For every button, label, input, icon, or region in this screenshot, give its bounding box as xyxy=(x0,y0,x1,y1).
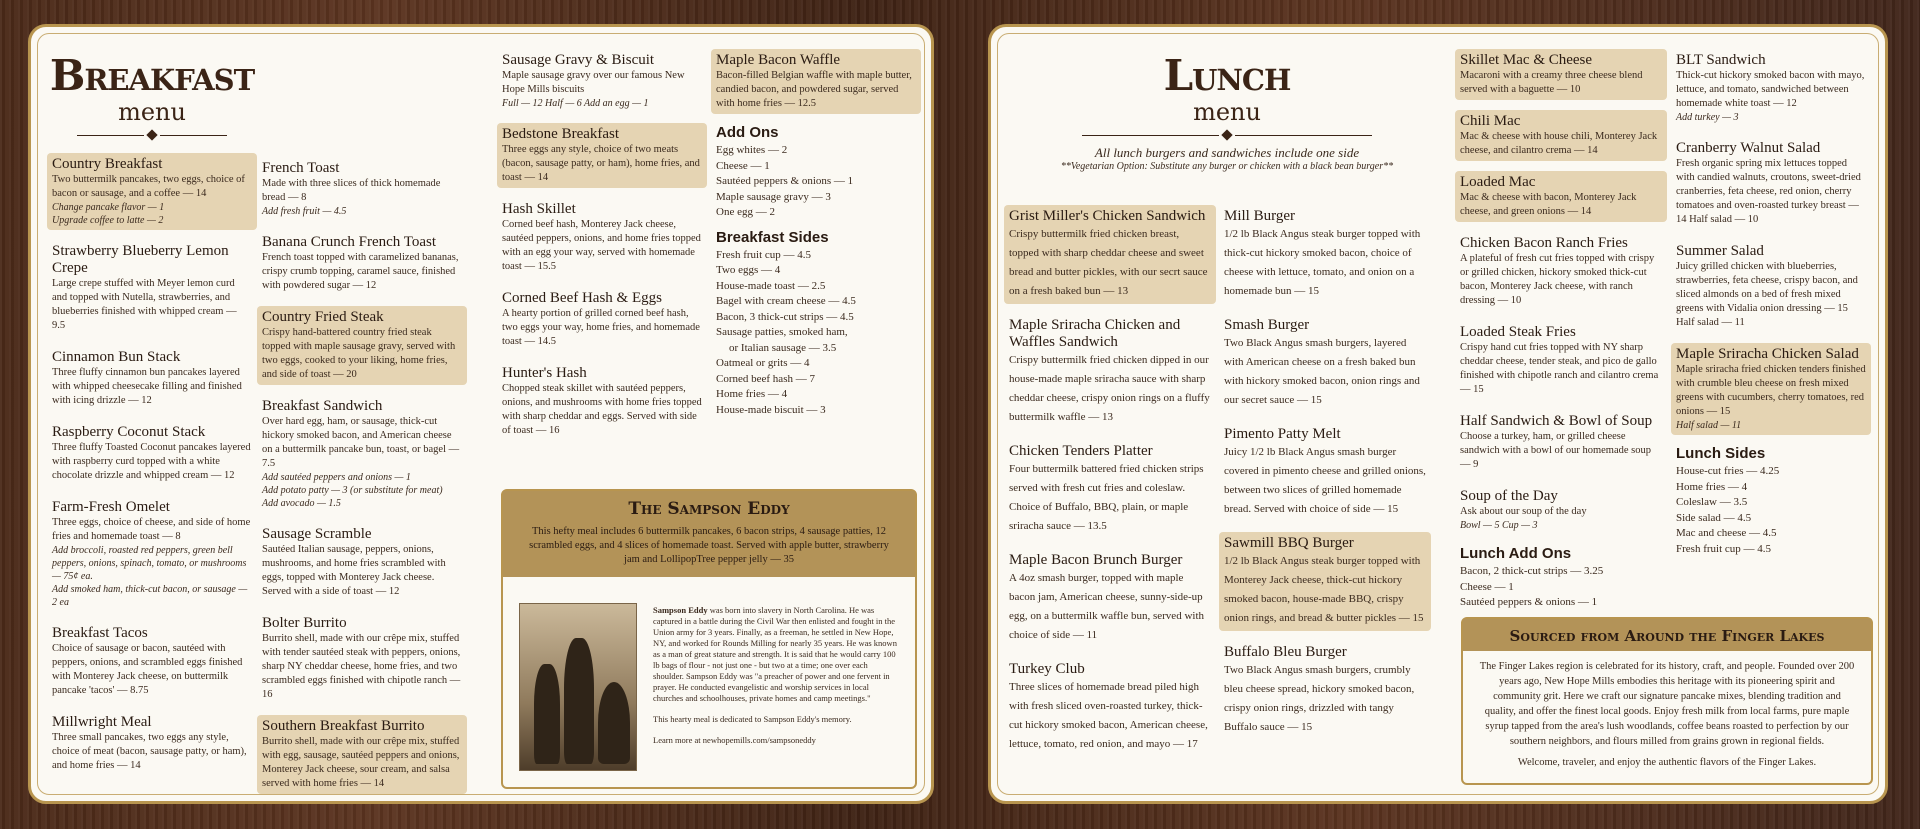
lunch-vegetarian-note: **Vegetarian Option: Substitute any burger or chicken with a black bean burger** xyxy=(1060,161,1394,172)
menu-item xyxy=(1455,49,1667,100)
story-dedication: This hearty meal is dedicated to Sampson Eddy's memory. xyxy=(653,714,852,724)
menu-item-name: BLT Sandwich xyxy=(1676,52,1766,68)
menu-item xyxy=(497,123,707,188)
menu-item-desc: Three small pancakes, two eggs any style, choice of meat (bacon, sausage patty, or ham), and home fries — 14 xyxy=(52,732,247,771)
menu-item xyxy=(497,198,707,277)
menu-item-name: Country Breakfast xyxy=(52,156,163,172)
menu-item-option: Add sautéed peppers and onions — 1 xyxy=(262,472,411,483)
menu-item-desc: Sautéed Italian sausage, peppers, onions, mushrooms, and home fries scrambled with eggs, topped with Monterey Jack cheese. Served with a side of toast — 12 xyxy=(262,544,446,597)
menu-item-name: Smash Burger xyxy=(1224,317,1310,333)
menu-item xyxy=(47,711,257,776)
menu-item-desc: 1/2 lb Black Angus steak burger topped with thick-cut hickory smoked bacon, choice of cheese with lettuce, tomato, and onion on a homemade bun — 15 xyxy=(1224,228,1421,297)
menu-item-desc: Mac & cheese with bacon, Monterey Jack cheese, and green onions — 14 xyxy=(1460,192,1637,217)
breakfast-subtitle: menu xyxy=(118,98,186,126)
menu-item-name: Country Fried Steak xyxy=(262,309,384,325)
list-item: Fresh fruit cup — 4.5 xyxy=(716,248,812,261)
list-item: Home fries — 4 xyxy=(1676,480,1748,493)
menu-item xyxy=(1455,410,1667,475)
menu-item-name: Sausage Scramble xyxy=(262,526,372,542)
menu-item-name: Breakfast Sandwich xyxy=(262,398,383,414)
menu-item-option: Add fresh fruit — 4.5 xyxy=(262,206,347,217)
breakfast-column-4 xyxy=(711,49,921,418)
menu-item-name: Hash Skillet xyxy=(502,201,576,217)
menu-item-name: Maple Sriracha Chicken and Waffles Sandwich xyxy=(1009,317,1181,350)
list-item: Coleslaw — 3.5 xyxy=(1676,496,1748,508)
menu-item xyxy=(1004,205,1216,304)
lunch-column-1 xyxy=(1004,205,1216,767)
menu-item-desc: Four buttermilk battered fried chicken strips served with fresh cut fries and coleslaw. Choice of Buffalo, BBQ, plain, or maple sriracha sauce — 13.5 xyxy=(1009,463,1204,532)
title-divider xyxy=(77,131,227,139)
menu-item-maple-bacon-waffle xyxy=(711,49,921,114)
menu-item-option: Add smoked ham, thick-cut bacon, or sausage — 2 ea xyxy=(52,584,248,608)
menu-item xyxy=(257,523,467,602)
list-item: Maple sausage gravy — 3 xyxy=(716,190,831,203)
menu-item xyxy=(497,287,707,352)
menu-item-desc: Crispy buttermilk fried chicken dipped in our house-made maple sriracha sauce with sharp cheddar cheese, crispy onion rings on a fluffy buttermilk waffle — 13 xyxy=(1009,354,1210,423)
menu-item-desc: Chopped steak skillet with sautéed peppers, onions, and mushrooms with home fries topped with sharp cheddar and eggs. Served with side of toast — 16 xyxy=(502,383,702,436)
menu-item-option: Add broccoli, roasted red peppers, green bell peppers, onions, spinach, tomato, or mushrooms — 75¢ ea. xyxy=(52,545,247,582)
lunch-sides-heading: Lunch Sides xyxy=(1676,445,1766,462)
story-link[interactable]: Learn more at newhopemills.com/sampsoneddy xyxy=(653,735,816,745)
list-item: Sautéed peppers & onions — 1 xyxy=(716,175,854,187)
menu-item xyxy=(257,395,467,513)
menu-item-name: Farm-Fresh Omelet xyxy=(52,499,170,515)
menu-item-name: Chicken Bacon Ranch Fries xyxy=(1460,235,1628,251)
lunch-title: Lunch xyxy=(1163,51,1291,100)
lunch-note: All lunch burgers and sandwiches include one side xyxy=(1094,145,1360,160)
menu-item-desc: Thick-cut hickory smoked bacon with mayo, lettuce, and tomato, sandwiched between homemade white toast — 12 xyxy=(1676,70,1865,109)
menu-item-desc: Juicy grilled chicken with blueberries, strawberries, feta cheese, crispy bacon, and sliced almonds on a bed of fresh mixed greens with Vidalia onion dressing — 15 Half salad — 11 xyxy=(1676,261,1858,328)
menu-item-desc: Crispy hand cut fries topped with NY sharp cheddar cheese, tender steak, and pico de gallo finished with chipotle ranch and cilantro crema — 15 xyxy=(1460,342,1659,395)
sourced-welcome: Welcome, traveler, and enjoy the authentic flavors of the Finger Lakes. xyxy=(1517,757,1817,768)
menu-item-name: Maple Bacon Brunch Burger xyxy=(1009,552,1183,568)
menu-item-desc: Choice of sausage or bacon, sautéed with peppers, onions, and scrambled eggs finished with Monterey Jack cheese, on buttermilk pancake 'tacos' — 8.75 xyxy=(52,643,243,696)
menu-item-option: Upgrade coffee to latte — 2 xyxy=(52,215,164,226)
menu-item-name: Raspberry Coconut Stack xyxy=(52,424,206,440)
sampson-eddy-desc: This hefty meal includes 6 buttermilk pancakes, 6 bacon strips, 4 sausage patties, 12 scrambled eggs, and 4 slices of homemade toast. Served with apple butter, strawberry jam and LollipopTree pepper jelly — 35 xyxy=(503,523,915,577)
lunch-addons-heading: Lunch Add Ons xyxy=(1460,545,1572,562)
list-item: Bagel with cream cheese — 4.5 xyxy=(716,295,856,307)
menu-item xyxy=(1671,343,1871,435)
menu-item-desc: Corned beef hash, Monterey Jack cheese, sautéed peppers, onions, and home fries topped with an egg your way, served with homemade toast — 15.5 xyxy=(502,219,701,272)
lunch-addons-list xyxy=(1455,564,1667,611)
menu-item-desc: Burrito shell, made with our crêpe mix, stuffed with egg, sausage, sautéed peppers and onions, Monterey Jack cheese, sour cream, and salsa served with home fries — 14 xyxy=(262,736,460,789)
breakfast-sides-heading: Breakfast Sides xyxy=(716,228,829,246)
menu-item-option: Bowl — 5 Cup — 3 xyxy=(1460,520,1538,531)
menu-item xyxy=(1219,641,1431,740)
menu-item-option: Half salad — 11 xyxy=(1676,420,1742,431)
menu-item-name: Half Sandwich & Bowl of Soup xyxy=(1460,413,1653,429)
menu-item-name: Millwright Meal xyxy=(52,714,152,730)
list-item: Corned beef hash — 7 xyxy=(716,372,815,385)
menu-item-option: Add avocado — 1.5 xyxy=(262,498,341,509)
list-item: Egg whites — 2 xyxy=(716,144,788,156)
menu-item-desc: Fresh organic spring mix lettuces topped with candied walnuts, croutons, sweet-dried cranberries, feta cheese, red onion, cherry tomatoes and oven-roasted turkey breast — 14 Half salad — 10 xyxy=(1676,158,1861,225)
sampson-eddy-photo xyxy=(519,603,637,771)
menu-item-name: Strawberry Blueberry Lemon Crepe xyxy=(52,243,229,276)
menu-item xyxy=(1004,440,1216,539)
menu-item-name: Skillet Mac & Cheese xyxy=(1460,52,1593,68)
menu-item xyxy=(1004,314,1216,430)
menu-item xyxy=(1219,423,1431,522)
menu-item xyxy=(257,612,467,705)
menu-item-option: Change pancake flavor — 1 xyxy=(52,202,165,213)
list-item: Two eggs — 4 xyxy=(716,264,781,276)
menu-item xyxy=(1455,110,1667,161)
menu-item-desc: Made with three slices of thick homemade bread — 8 xyxy=(262,178,441,203)
menu-item-desc: A plateful of fresh cut fries topped with crispy or grilled chicken, hickory smoked thick-cut bacon, Monterey Jack cheese, with ranch dressing — 10 xyxy=(1460,253,1655,306)
menu-item-name: Loaded Mac xyxy=(1460,174,1536,190)
addons-list xyxy=(711,143,921,221)
menu-item-name: Chili Mac xyxy=(1460,113,1521,129)
menu-item xyxy=(47,240,257,336)
menu-item xyxy=(1004,658,1216,757)
title-divider xyxy=(1082,131,1372,139)
menu-item-desc: A 4oz smash burger, topped with maple bacon jam, American cheese, sunny-side-up egg, on a buttermilk waffle bun, served with choice of side — 11 xyxy=(1009,572,1204,641)
list-item: Oatmeal or grits — 4 xyxy=(716,357,810,369)
menu-item xyxy=(1219,532,1431,631)
menu-item xyxy=(1219,205,1431,304)
menu-item xyxy=(1671,49,1871,127)
menu-item xyxy=(1219,314,1431,413)
menu-item xyxy=(1671,240,1871,333)
sampson-eddy-box xyxy=(501,489,917,789)
sourced-box xyxy=(1461,617,1873,785)
breakfast-column-1 xyxy=(47,53,257,786)
list-item: House-made biscuit — 3 xyxy=(716,403,826,416)
menu-item-name: Turkey Club xyxy=(1009,661,1085,677)
menu-item-name: Southern Breakfast Burrito xyxy=(262,718,425,734)
menu-item-desc: Burrito shell, made with our crêpe mix, stuffed with tender sautéed steak with peppers, onions, sharp NY cheddar cheese, home fries, and two scrambled eggs finished with chipotle ranch — 16 xyxy=(262,633,461,700)
menu-item-option: Full — 12 Half — 6 Add an egg — 1 xyxy=(502,98,649,109)
menu-item xyxy=(257,306,467,385)
menu-item-name: Bolter Burrito xyxy=(262,615,347,631)
sourced-title: Sourced from Around the Finger Lakes xyxy=(1463,619,1871,651)
menu-item-desc: Three eggs any style, choice of two meats (bacon, sausage patty, or ham), home fries, and toast — 14 xyxy=(502,144,700,183)
story-name: Sampson Eddy xyxy=(653,605,708,615)
menu-item-name: Hunter's Hash xyxy=(502,365,587,381)
menu-item-desc: Three fluffy cinnamon bun pancakes layered with whipped cheesecake filling and finished with icing drizzle — 12 xyxy=(52,367,242,406)
list-item: or Italian sausage — 3.5 xyxy=(729,341,837,354)
menu-item-name: Sausage Gravy & Biscuit xyxy=(502,52,655,68)
list-item: Fresh fruit cup — 4.5 xyxy=(1676,542,1772,555)
menu-item-option: Add potato patty — 3 (or substitute for meat) xyxy=(262,485,443,496)
menu-item xyxy=(47,421,257,486)
menu-item-desc: Crispy buttermilk fried chicken breast, topped with sharp cheddar cheese and sweet bread and butter pickles, with our secrt sauce on a fresh baked bun — 13 xyxy=(1009,228,1208,297)
story-text: was born into slavery in North Carolina. He was captured in a battle during the Civil War then enlisted and fought in the Union army for 3 years. Finally, as a freeman, he settled in New Hope, NY, and worked for Rounds Milling for nearly 35 years. He was known as a man of great stature and strength. It is said that he would carry 100 lb bags of flour - not just one - but two at a time; one over each shoulder. Sampson Eddy was "a preacher of power and one fervent in prayer. He conducted evangelistic and worship services in local churches and schoolhouses, private homes and camp meetings." xyxy=(653,605,897,703)
menu-item-name: Pimento Patty Melt xyxy=(1224,426,1341,442)
menu-item xyxy=(47,496,257,612)
lunch-menu-panel xyxy=(988,24,1888,804)
menu-item-desc: Choose a turkey, ham, or grilled cheese sandwich with a bowl of our homemade soup — 9 xyxy=(1460,431,1652,470)
breakfast-sides-list xyxy=(711,248,921,419)
menu-item xyxy=(497,49,707,113)
menu-item-name: Buffalo Bleu Burger xyxy=(1224,644,1347,660)
list-item: Sautéed peppers & onions — 1 xyxy=(1460,596,1598,608)
menu-item-desc: Bacon-filled Belgian waffle with maple butter, candied bacon, and powdered sugar, served with home fries — 12.5 xyxy=(716,70,912,109)
breakfast-column-3 xyxy=(497,49,707,451)
list-item: Home fries — 4 xyxy=(716,388,788,400)
menu-item-desc: Two Black Angus smash burgers, crumbly bleu cheese spread, hickory smoked bacon, crispy onion rings, drizzled with tangy Buffalo sauce — 15 xyxy=(1224,664,1415,733)
sampson-eddy-title: The Sampson Eddy xyxy=(503,491,915,523)
menu-item-name: Grist Miller's Chicken Sandwich xyxy=(1009,208,1206,224)
menu-item-name: Cinnamon Bun Stack xyxy=(52,349,181,365)
list-item: One egg — 2 xyxy=(716,206,775,218)
menu-item xyxy=(1455,321,1667,400)
menu-item-desc: Macaroni with a creamy three cheese blend served with a baguette — 10 xyxy=(1460,70,1643,95)
list-item: Bacon, 2 thick-cut strips — 3.25 xyxy=(1460,565,1604,577)
menu-item xyxy=(47,622,257,701)
breakfast-menu-panel xyxy=(28,24,934,804)
breakfast-column-2 xyxy=(257,157,467,804)
menu-item-desc: Three eggs, choice of cheese, and side of home fries and homemade toast — 8 xyxy=(52,517,251,542)
menu-item-desc: Maple sriracha fried chicken tenders finished with crumble bleu cheese on fresh mixed greens with cucumbers, cherry tomatoes, red onions — 15 xyxy=(1676,364,1866,417)
menu-item-desc: Ask about our soup of the day xyxy=(1460,506,1587,517)
menu-item-name: French Toast xyxy=(262,160,340,176)
lunch-column-2 xyxy=(1219,205,1431,750)
list-item: House-cut fries — 4.25 xyxy=(1676,465,1780,477)
menu-item-desc: Over hard egg, ham, or sausage, thick-cut hickory smoked bacon, and American cheese on a buttermilk pancake bun, toast, or bagel — 7.5 xyxy=(262,416,460,469)
list-item: Bacon, 3 thick-cut strips — 4.5 xyxy=(716,310,854,323)
menu-item xyxy=(257,231,467,296)
menu-item-desc: 1/2 lb Black Angus steak burger topped with Monterey Jack cheese, thick-cut hickory smoked bacon, house-made BBQ, crispy onion rings, and bread & butter pickles — 15 xyxy=(1224,555,1424,624)
menu-item-name: Chicken Tenders Platter xyxy=(1009,443,1153,459)
menu-item-name: Maple Bacon Waffle xyxy=(716,52,841,68)
menu-item-desc: Three fluffy Toasted Coconut pancakes layered with raspberry curd topped with a white chocolate drizzle and whipped cream — 12 xyxy=(52,442,251,481)
sampson-eddy-story xyxy=(653,605,899,746)
menu-item-name: Loaded Steak Fries xyxy=(1460,324,1576,340)
list-item: Cheese — 1 xyxy=(1460,580,1514,593)
menu-item xyxy=(1455,232,1667,311)
menu-item-name: Soup of the Day xyxy=(1460,488,1558,504)
menu-item xyxy=(257,715,467,794)
menu-item-name: Cranberry Walnut Salad xyxy=(1676,140,1821,156)
lunch-subtitle: menu xyxy=(1193,98,1261,126)
menu-item xyxy=(1455,485,1667,535)
menu-item-desc: Two Black Angus smash burgers, layered with American cheese on a fresh baked bun with hickory smoked bacon, onion rings and our secret sauce — 15 xyxy=(1224,337,1420,406)
lunch-column-3 xyxy=(1455,49,1667,611)
lunch-sides-list xyxy=(1671,464,1871,557)
menu-item xyxy=(47,346,257,411)
menu-item-name: Maple Sriracha Chicken Salad xyxy=(1676,346,1859,362)
menu-item xyxy=(497,362,707,441)
menu-item xyxy=(1671,137,1871,230)
menu-item-name: Corned Beef Hash & Eggs xyxy=(502,290,662,306)
lunch-title-block xyxy=(1007,53,1447,172)
breakfast-title-block xyxy=(47,53,257,139)
menu-item-desc: Three slices of homemade bread piled high with fresh sliced oven-roasted turkey, thick-cut hickory smoked bacon, American cheese, lettuce, tomato, red onion, and mayo — 17 xyxy=(1009,681,1208,750)
menu-item-desc: French toast topped with caramelized bananas, crispy crumb topping, caramel sauce, finished with powdered sugar — 12 xyxy=(262,252,459,291)
menu-item xyxy=(1004,549,1216,648)
list-item: House-made toast — 2.5 xyxy=(716,279,826,292)
list-item: Cheese — 1 xyxy=(716,159,770,172)
menu-item xyxy=(47,153,257,230)
menu-item-desc: Maple sausage gravy over our famous New Hope Mills biscuits xyxy=(502,70,685,95)
menu-item xyxy=(1455,171,1667,222)
menu-item-name: Bedstone Breakfast xyxy=(502,126,620,142)
menu-item-desc: Two buttermilk pancakes, two eggs, choice of bacon or sausage, and a coffee — 14 xyxy=(52,174,245,199)
menu-item-desc: A hearty portion of grilled corned beef hash, two eggs your way, home fries, and homemade toast — 14.5 xyxy=(502,308,700,347)
breakfast-title: Breakfast xyxy=(49,51,255,100)
menu-item xyxy=(257,157,467,221)
menu-item-name: Breakfast Tacos xyxy=(52,625,148,641)
menu-item-desc: Mac & cheese with house chili, Monterey Jack cheese, and cilantro crema — 14 xyxy=(1460,131,1658,156)
list-item: Side salad — 4.5 xyxy=(1676,511,1752,524)
menu-item-name: Sawmill BBQ Burger xyxy=(1224,535,1354,551)
lunch-header xyxy=(1007,53,1447,172)
menu-item-desc: Juicy 1/2 lb Black Angus smash burger covered in pimento cheese and grilled onions, between two slices of grilled homemade bread. Served with choice of side — 15 xyxy=(1224,446,1426,515)
menu-item-desc: Large crepe stuffed with Meyer lemon curd and topped with Nutella, strawberries, and blueberries finished with whipped cream — 9.5 xyxy=(52,278,237,331)
menu-item-name: Summer Salad xyxy=(1676,243,1764,259)
menu-item-name: Mill Burger xyxy=(1224,208,1295,224)
menu-item-option: Add turkey — 3 xyxy=(1676,112,1739,123)
list-item: Mac and cheese — 4.5 xyxy=(1676,527,1777,539)
list-item: Sausage patties, smoked ham, xyxy=(716,326,848,338)
addons-heading: Add Ons xyxy=(716,124,779,141)
breakfast-items-col1 xyxy=(47,153,257,776)
menu-item-desc: Crispy hand-battered country fried steak topped with maple sausage gravy, served with two eggs, cooked to your liking, home fries, and side of toast — 20 xyxy=(262,327,456,380)
lunch-column-4 xyxy=(1671,49,1871,557)
sourced-body: The Finger Lakes region is celebrated for its history, craft, and people. Founded over 200 years ago, New Hope Mills embodies this heritage with its pioneering spirit and community grit. Here we craft our signature pancake mixes, blending tradition and quality, and offer the finest local goods. Enjoy fresh milk from local farms, pure maple syrup tapped from the area's lush woodlands, coffee beans roasted to perfection by our southern neighbors, and flours milled from grains grown in regional fields. xyxy=(1479,661,1855,747)
menu-item-name: Banana Crunch French Toast xyxy=(262,234,437,250)
